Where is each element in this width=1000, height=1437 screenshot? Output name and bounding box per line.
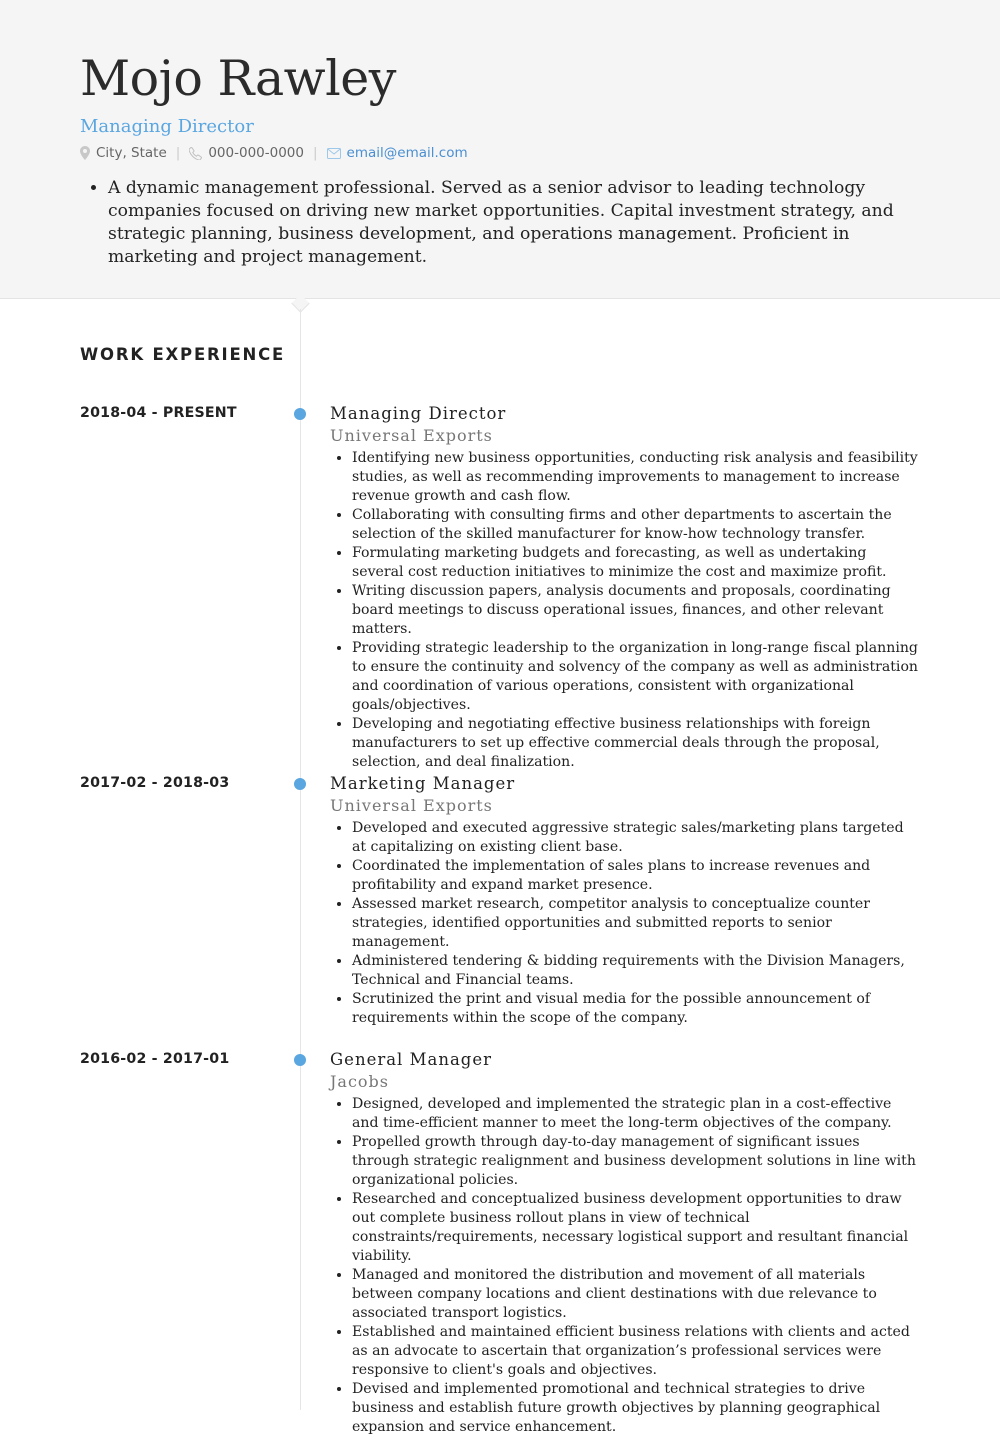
list-item: • Devised and implemented promotional and technical strategies to drive business and establish future growth objectives by planning geographical expansion and service enhancement.: [352, 1380, 920, 1437]
company-name: Universal Exports: [330, 426, 493, 445]
list-item: • Researched and conceptualized business development opportunities to draw out complete business rollout plans in view of technical constraints/requirements, necessary logistical support and resultant financial viability.: [352, 1190, 920, 1266]
phone-icon: [189, 147, 202, 160]
contact-separator: |: [312, 145, 318, 161]
job-title: Managing Director: [330, 404, 507, 423]
job-bullets: [330, 1095, 920, 1437]
job-details: [330, 403, 930, 772]
timeline-dot: [294, 1054, 306, 1066]
timeline-dot: [294, 408, 306, 420]
company-name: Jacobs: [330, 1072, 389, 1091]
map-pin-icon: [80, 146, 90, 160]
entry-date: 2017-02 - 2018-03: [80, 775, 230, 791]
contact-separator: |: [175, 145, 181, 161]
summary-text: • A dynamic management professional. Served as a senior advisor to leading technology companies focused on driving new market opportunities. Capital investment strategy, and strategic planning, business development, and operations management. Proficient in marketing and project management.: [108, 177, 938, 269]
list-item: • Designed, developed and implemented the strategic plan in a cost-effective and time-efficient manner to meet the long-term objectives of the company.: [352, 1095, 920, 1133]
job-title: General Manager: [330, 1050, 492, 1069]
section-title-work-experience: WORK EXPERIENCE: [80, 345, 286, 364]
job-details: [330, 773, 930, 1028]
list-item: • Coordinated the implementation of sales plans to increase revenues and profitability and expand market presence.: [352, 857, 920, 895]
candidate-name: Mojo Rawley: [80, 50, 396, 107]
timeline-dot: [294, 778, 306, 790]
candidate-role: Managing Director: [80, 116, 254, 137]
summary-list: [90, 177, 938, 269]
list-item: • Writing discussion papers, analysis documents and proposals, coordinating board meetings to discuss operational issues, finances, and other relevant matters.: [352, 582, 920, 639]
contact-phone: 000-000-0000: [208, 145, 304, 161]
list-item: • Identifying new business opportunities, conducting risk analysis and feasibility studies, as well as recommending improvements to management to increase revenue growth and cash flow.: [352, 449, 920, 506]
job-bullets: [330, 449, 920, 772]
envelope-icon: [327, 148, 341, 159]
list-item: • Managed and monitored the distribution and movement of all materials between company locations and client destinations with due relevance to associated transport logistics.: [352, 1266, 920, 1323]
timeline-line: [300, 309, 301, 1410]
list-item: • Developing and negotiating effective business relationships with foreign manufacturers to set up effective commercial deals through the proposal, selection, and deal finalization.: [352, 715, 920, 772]
list-item: • Established and maintained efficient business relations with clients and acted as an advocate to ascertain that organization’s professional services were responsive to client's goals and objectives.: [352, 1323, 920, 1380]
list-item: • Propelled growth through day-to-day management of significant issues through strategic realignment and business development solutions in line with organizational policies.: [352, 1133, 920, 1190]
entry-date: 2016-02 - 2017-01: [80, 1051, 230, 1067]
job-title: Marketing Manager: [330, 774, 516, 793]
job-bullets: [330, 819, 920, 1028]
list-item: • Providing strategic leadership to the organization in long-range fiscal planning to ensure the continuity and solvency of the company as well as administration and coordination of various operations, consistent with organizational goals/objectives.: [352, 639, 920, 715]
job-details: [330, 1049, 930, 1437]
list-item: • Assessed market research, competitor analysis to conceptualize counter strategies, identified opportunities and submitted reports to senior management.: [352, 895, 920, 952]
list-item: • Formulating marketing budgets and forecasting, as well as undertaking several cost reduction initiatives to minimize the cost and maximize profit.: [352, 544, 920, 582]
header: [0, 0, 1000, 299]
list-item: • Developed and executed aggressive strategic sales/marketing plans targeted at capitalizing on existing client base.: [352, 819, 920, 857]
contact-email[interactable]: email@email.com: [346, 145, 468, 161]
list-item: • Scrutinized the print and visual media for the possible announcement of requirements within the scope of the company.: [352, 990, 920, 1028]
contact-line: [80, 145, 468, 161]
contact-location: City, State: [96, 145, 167, 161]
entry-date: 2018-04 - PRESENT: [80, 405, 237, 421]
company-name: Universal Exports: [330, 796, 493, 815]
list-item: • Collaborating with consulting firms and other departments to ascertain the selection of the skilled manufacturer for know-how technology transfer.: [352, 506, 920, 544]
list-item: • Administered tendering & bidding requirements with the Division Managers, Technical and Financial teams.: [352, 952, 920, 990]
